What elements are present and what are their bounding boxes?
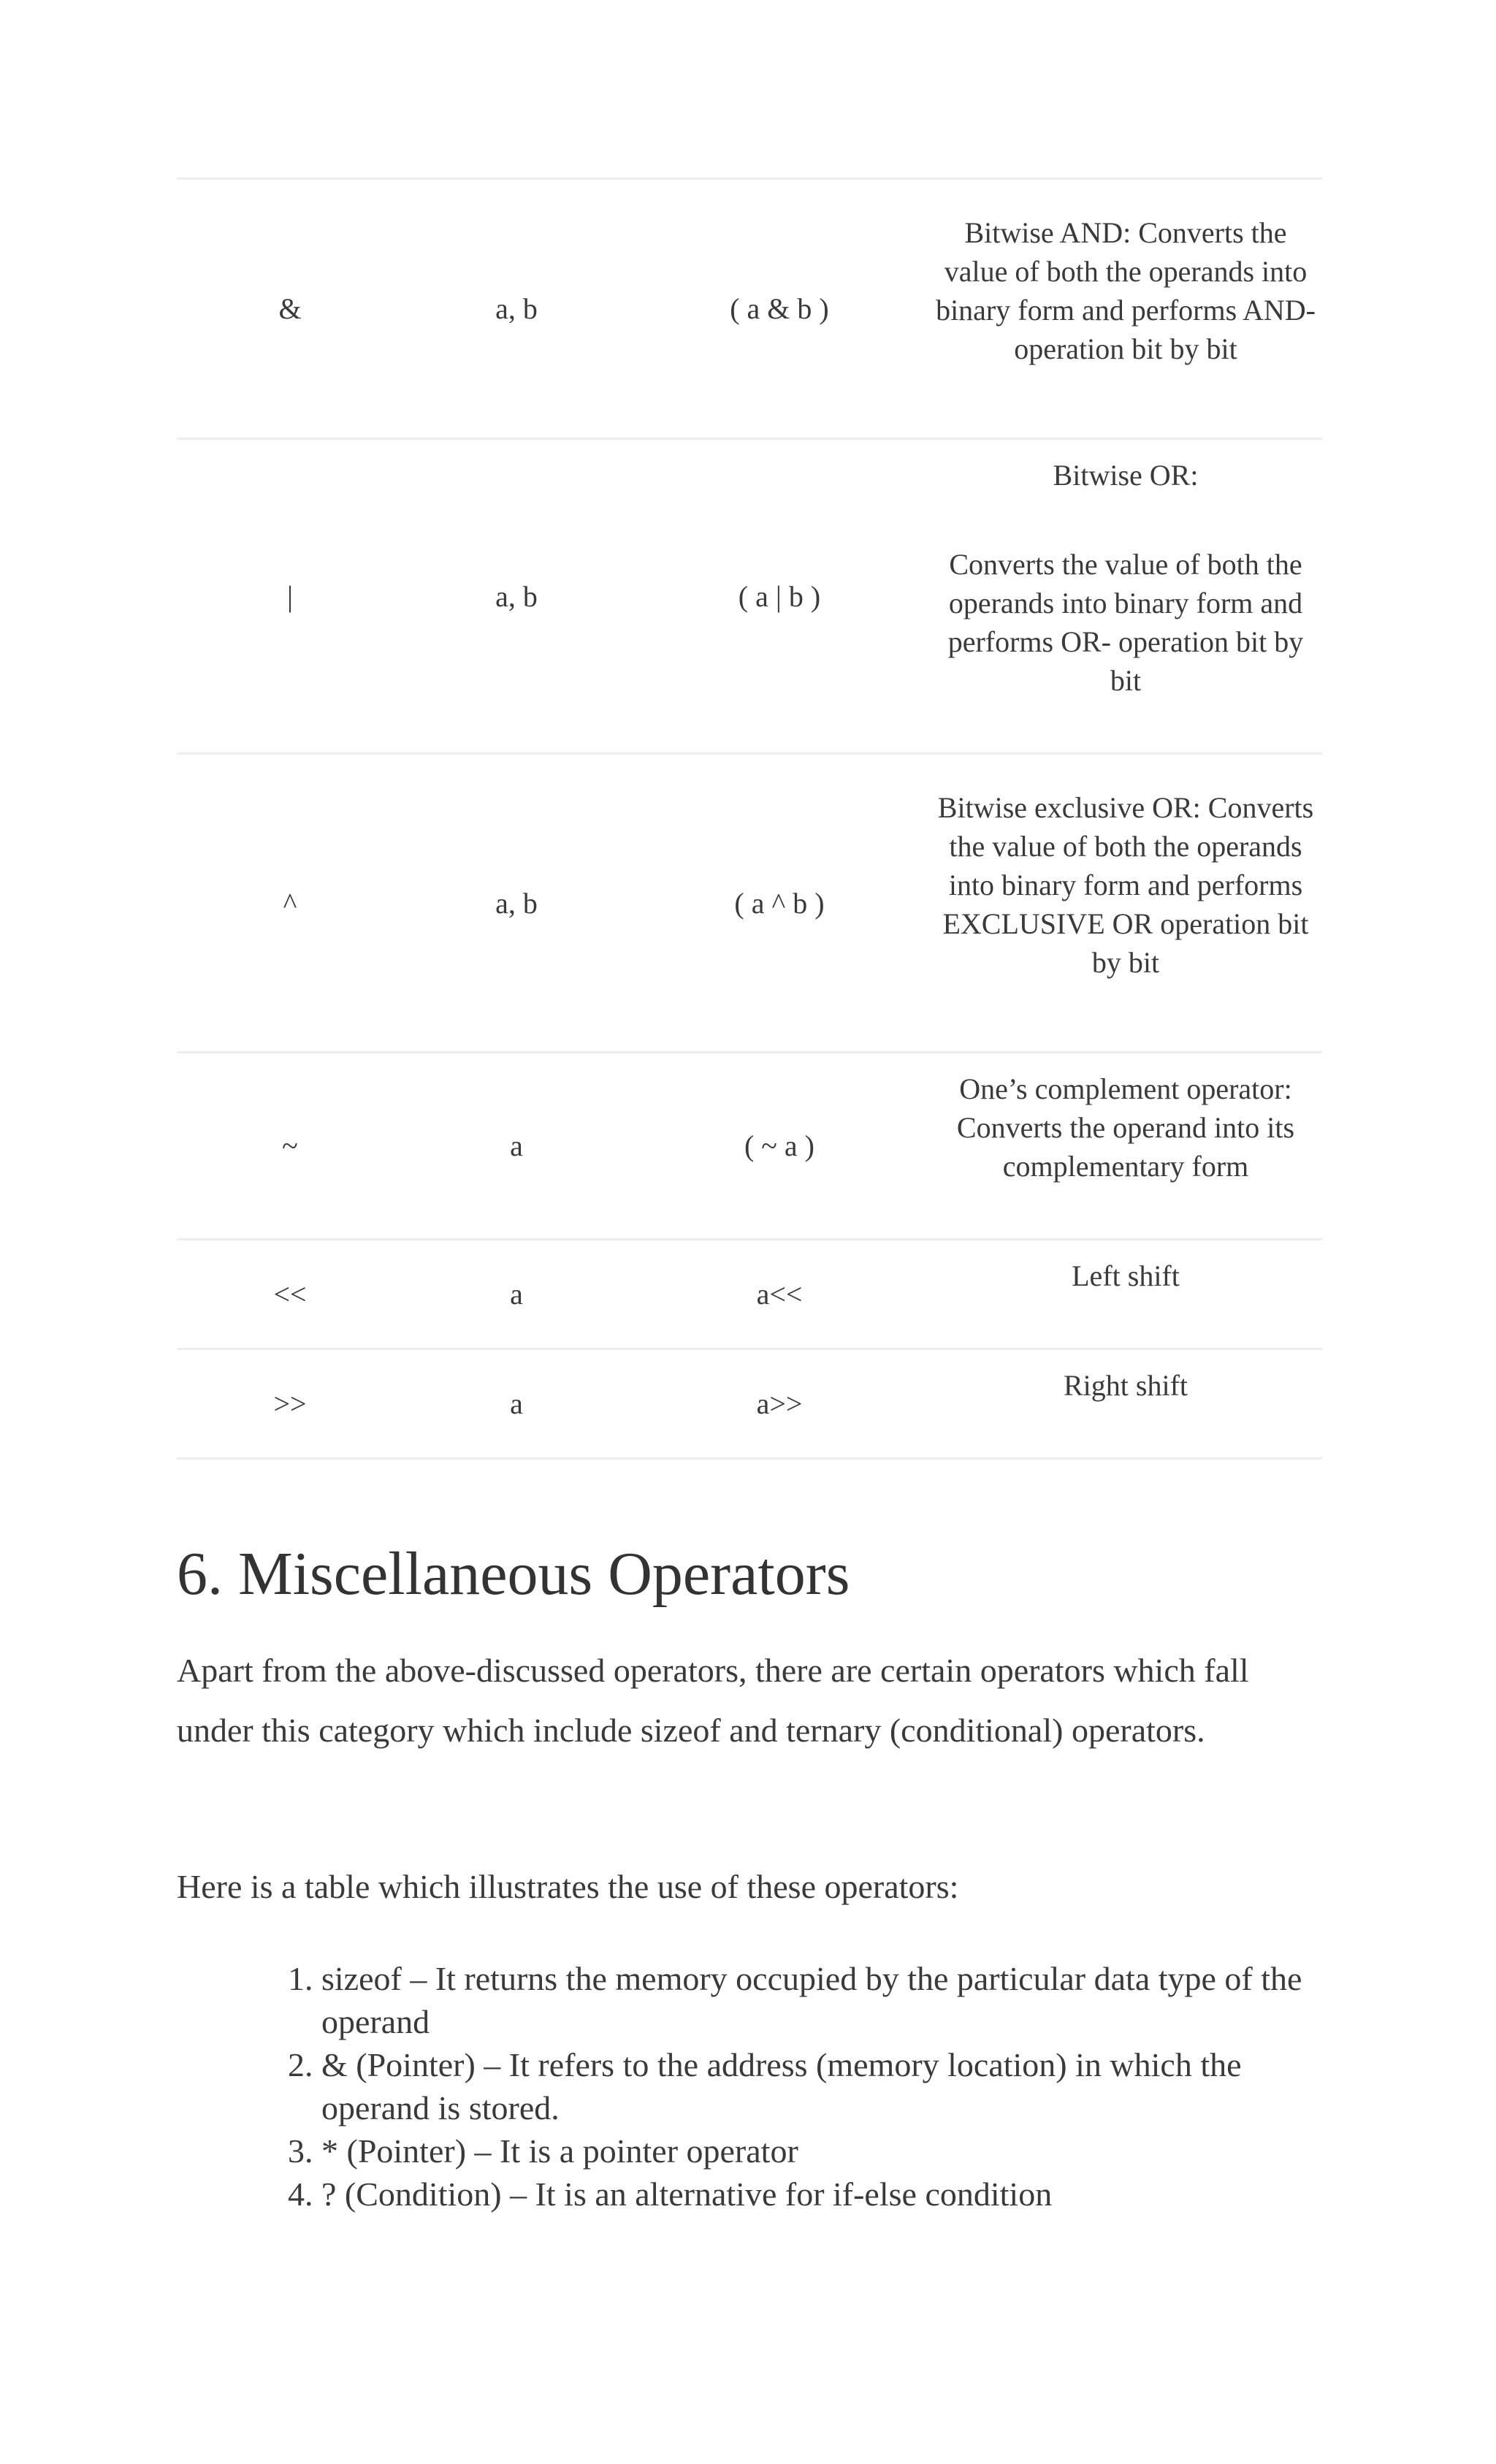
description-text: Bitwise exclusive OR: Converts the value of both the operands into binary form and performs EXCLUSIVE OR operation bit by bit [937, 790, 1314, 979]
misc-operators-list [177, 1957, 1322, 2216]
operator-cell: >> [177, 1349, 403, 1459]
table-row [177, 1240, 1322, 1349]
table-row [177, 439, 1322, 754]
usage-cell: ( a | b ) [630, 439, 929, 754]
operands-cell: a, b [403, 439, 630, 754]
table-row [177, 754, 1322, 1053]
intro-paragraph: Apart from the above-discussed operators, there are certain operators which fall under this category which include sizeof and ternary (conditional) operators. [177, 1652, 1249, 1749]
description-cell [929, 439, 1322, 754]
usage-cell: a<< [630, 1240, 929, 1349]
description-text: Bitwise OR: [1053, 459, 1199, 492]
usage-cell: a>> [630, 1349, 929, 1459]
description-cell [929, 1349, 1322, 1459]
usage-cell: ( a ^ b ) [630, 754, 929, 1053]
operator-cell: | [177, 439, 403, 754]
operands-cell: a, b [403, 179, 630, 439]
operands-cell: a, b [403, 754, 630, 1053]
description-text: Converts the value of both the operands into binary form and performs OR- operation bit by bit [947, 548, 1304, 697]
usage-cell: ( a & b ) [630, 179, 929, 439]
bitwise-operators-table [177, 178, 1322, 1460]
operands-cell: a [403, 1349, 630, 1459]
list-item: 4. ? (Condition) – It is an alternative for if-else condition [321, 2173, 1322, 2216]
list-item: 1. sizeof – It returns the memory occupied by the particular data type of the operand [321, 1957, 1322, 2043]
operator-cell: ^ [177, 754, 403, 1053]
description-text: Bitwise AND: Converts the value of both the operands into binary form and performs AND- operation bit by bit [936, 215, 1316, 365]
operands-cell: a [403, 1240, 630, 1349]
description-text: Left shift [1072, 1259, 1180, 1292]
table-row [177, 1349, 1322, 1459]
list-item: 3. * (Pointer) – It is a pointer operator [321, 2129, 1322, 2173]
description-cell [929, 179, 1322, 439]
lead-paragraph: Here is a table which illustrates the use of these operators: [177, 1868, 959, 1905]
description-text: Right shift [1063, 1369, 1188, 1402]
description-cell [929, 1053, 1322, 1240]
table-row [177, 1053, 1322, 1240]
description-cell [929, 1240, 1322, 1349]
operator-cell: & [177, 179, 403, 439]
usage-cell: ( ~ a ) [630, 1053, 929, 1240]
operator-cell: ~ [177, 1053, 403, 1240]
description-cell [929, 754, 1322, 1053]
operator-cell: << [177, 1240, 403, 1349]
list-item: 2. & (Pointer) – It refers to the address (memory location) in which the operand is stored. [321, 2043, 1322, 2129]
description-text: One’s complement operator: Converts the operand into its complementary form [956, 1072, 1295, 1183]
operands-cell: a [403, 1053, 630, 1240]
table-row [177, 179, 1322, 439]
section-heading: 6. Miscellaneous Operators [177, 1540, 850, 1608]
